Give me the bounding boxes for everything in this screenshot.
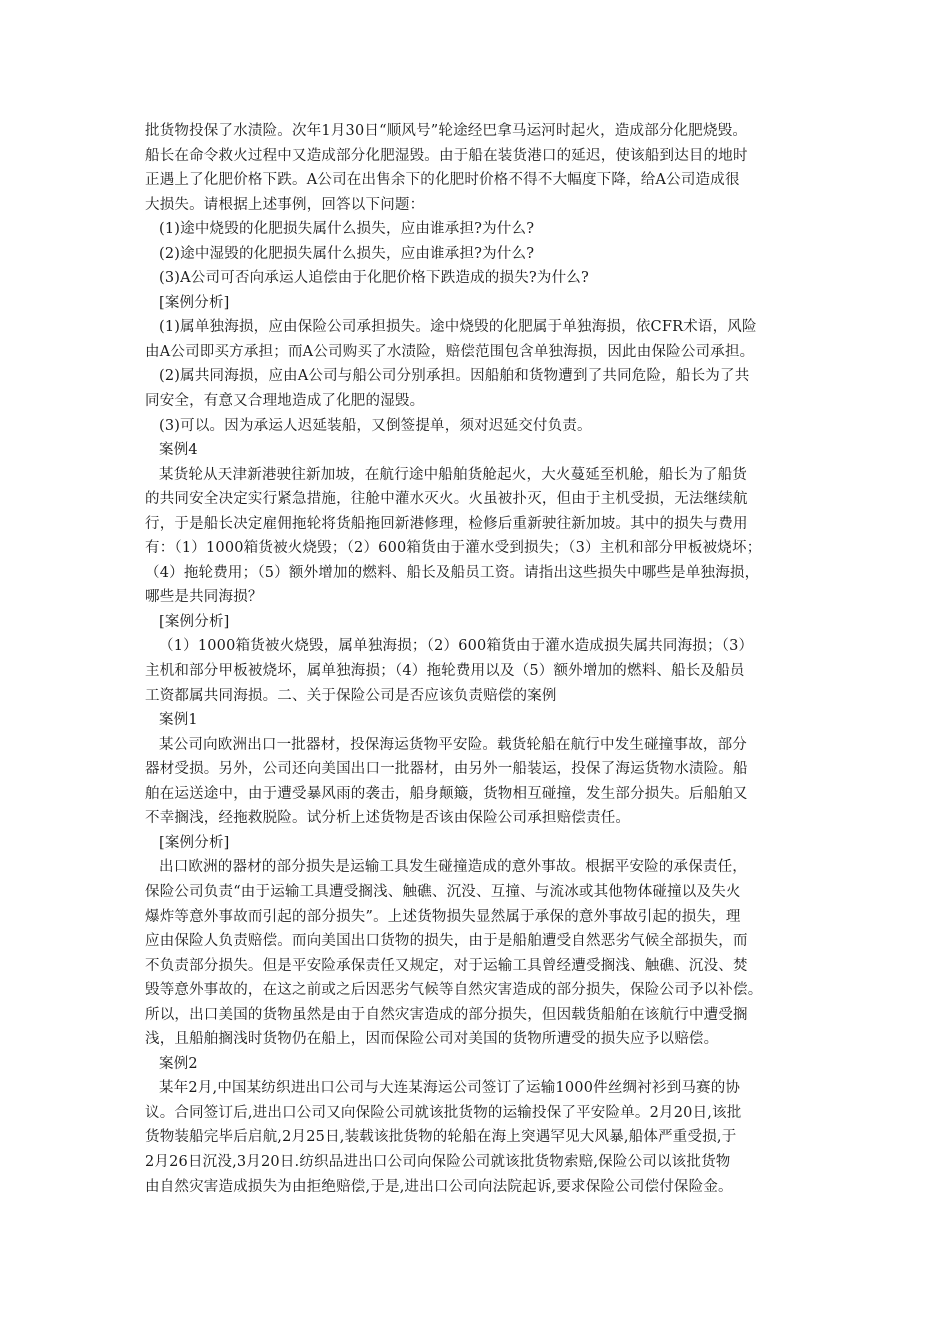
text-line: 某年2月,中国某纺织进出口公司与大连某海运公司签订了运输1000件丝绸衬衫到马赛的协 (159, 1080, 741, 1097)
text-line: 批货物投保了水渍险。次年1月30日“顺风号”轮途经巴拿马运河时起火，造成部分化肥烧毁。 (145, 123, 748, 139)
text-line: [案例分析] (159, 294, 230, 311)
text-line: 大损失。请根据上述事例，回答以下问题： (145, 196, 425, 213)
text-line: 舶在运送途中，由于遭受暴风雨的袭击，船身颠簸，货物相互碰撞，发生部分损失。后船舶又 (145, 785, 748, 802)
text-line: 出口欧洲的器材的部分损失是运输工具发生碰撞造成的意外事故。根据平安险的承保责任， (159, 859, 747, 876)
text-line: 所以，出口美国的货物虽然是由于自然灾害造成的部分损失，但因载货船舶在该航行中遭受搁 (145, 1006, 748, 1023)
text-line: 由自然灾害造成损失为由拒绝赔偿,于是,进出口公司向法院起诉,要求保险公司偿付保险金。 (145, 1178, 733, 1195)
text-line: 案例1 (159, 712, 198, 729)
text-line: 货物装船完毕后启航,2月25日,装载该批货物的轮船在海上突遇罕见大风暴,船体严重受损,于 (145, 1129, 737, 1146)
text-line: 不负责部分损失。但是平安险承保责任又规定，对于运输工具曾经遭受搁浅、触礁、沉没、焚 (145, 957, 748, 974)
text-line: 器材受损。另外，公司还向美国出口一批器材，由另外一船装运，投保了海运货物水渍险。船 (145, 761, 748, 778)
text-line: 由A公司即买方承担；而A公司购买了水渍险，赔偿范围包含单独海损，因此由保险公司承担。 (145, 343, 755, 360)
text-line: 保险公司负责“由于运输工具遭受搁浅、触礁、沉没、互撞、与流冰或其他物体碰撞以及失火 (145, 883, 741, 900)
text-line: 同安全，有意又合理地造成了化肥的湿毁。 (145, 393, 425, 410)
text-line: 的共同安全决定实行紧急措施，往舱中灌水灭火。火虽被扑灭，但由于主机受损，无法继续航 (145, 491, 748, 508)
text-line: 正遇上了化肥价格下跌。A公司在出售余下的化肥时价格不得不大幅度下降，给A公司造成很 (145, 172, 740, 189)
text-line: (3)A公司可否向承运人追偿由于化肥价格下跌造成的损失?为什么? (159, 270, 589, 287)
text-line: 爆炸等意外事故而引起的部分损失”。上述货物损失显然属于承保的意外事故引起的损失，理 (145, 908, 741, 925)
text-line: 毁等意外事故的，在这之前或之后因恶劣气候等自然灾害造成的部分损失，保险公司予以补偿。 (145, 982, 763, 999)
text-line: （4）拖轮费用；（5）额外增加的燃料、船长及船员工资。请指出这些损失中哪些是单独海损， (145, 564, 760, 581)
text-line: 案例4 (159, 442, 198, 459)
text-line: [案例分析] (159, 613, 230, 630)
text-line: 哪些是共同海损？ (145, 589, 263, 606)
text-line: 有：（1）1000箱货被火烧毁；（2）600箱货由于灌水受到损失；（3）主机和部分甲板被烧坏； (145, 540, 762, 557)
text-line: 案例2 (159, 1055, 198, 1072)
text-line: 船长在命令救火过程中又造成部分化肥湿毁。由于船在装货港口的延迟，使该船到达目的地时 (145, 147, 748, 164)
text-line: 行，于是船长决定雇佣拖轮将货船拖回新港修理，检修后重新驶往新加坡。其中的损失与费用 (145, 515, 748, 532)
text-line: (3)可以。因为承运人迟延装船，又倒签提单，须对迟延交付负责。 (159, 417, 592, 434)
text-line: (2)途中湿毁的化肥损失属什么损失，应由谁承担?为什么? (159, 245, 535, 262)
text-line: 应由保险人负责赔偿。而向美国出口货物的损失，由于是船舶遭受自然恶劣气候全部损失，而 (145, 933, 748, 950)
text-line: 主机和部分甲板被烧坏，属单独海损；（4）拖轮费用以及（5）额外增加的燃料、船长及船员 (145, 663, 745, 680)
text-line: 议。合同签订后,进出口公司又向保险公司就该批货物的运输投保了平安险单。2月20日,该批 (145, 1104, 742, 1121)
text-line: 不幸搁浅，经拖救脱险。试分析上述货物是否该由保险公司承担赔偿责任。 (145, 810, 631, 827)
text-line: 某公司向欧洲出口一批器材，投保海运货物平安险。载货轮船在航行中发生碰撞事故，部分 (159, 736, 747, 753)
document-body (145, 119, 817, 1199)
text-line: 2月26日沉没,3月20日.纺织品进出口公司向保险公司就该批货物索赔,保险公司以该批货物 (145, 1153, 731, 1170)
text-line: （1）1000箱货被火烧毁，属单独海损；（2）600箱货由于灌水造成损失属共同海损；（3） (159, 638, 754, 655)
text-line: 工资都属共同海损。二、关于保险公司是否应该负责赔偿的案例 (145, 687, 557, 704)
text-line: (1)途中烧毁的化肥损失属什么损失，应由谁承担?为什么? (159, 221, 535, 238)
text-line: (1)属单独海损，应由保险公司承担损失。途中烧毁的化肥属于单独海损，依CFR术语，风险 (159, 319, 757, 336)
text-line: 某货轮从天津新港驶往新加坡，在航行途中船舶货舱起火，大火蔓延至机舱，船长为了船货 (159, 466, 747, 483)
text-line: (2)属共同海损，应由A公司与船公司分别承担。因船舶和货物遭到了共同危险，船长为了共 (159, 368, 750, 385)
text-line: 浅，且船舶搁浅时货物仍在船上，因而保险公司对美国的货物所遭受的损失应予以赔偿。 (145, 1031, 719, 1048)
text-line: [案例分析] (159, 834, 230, 851)
